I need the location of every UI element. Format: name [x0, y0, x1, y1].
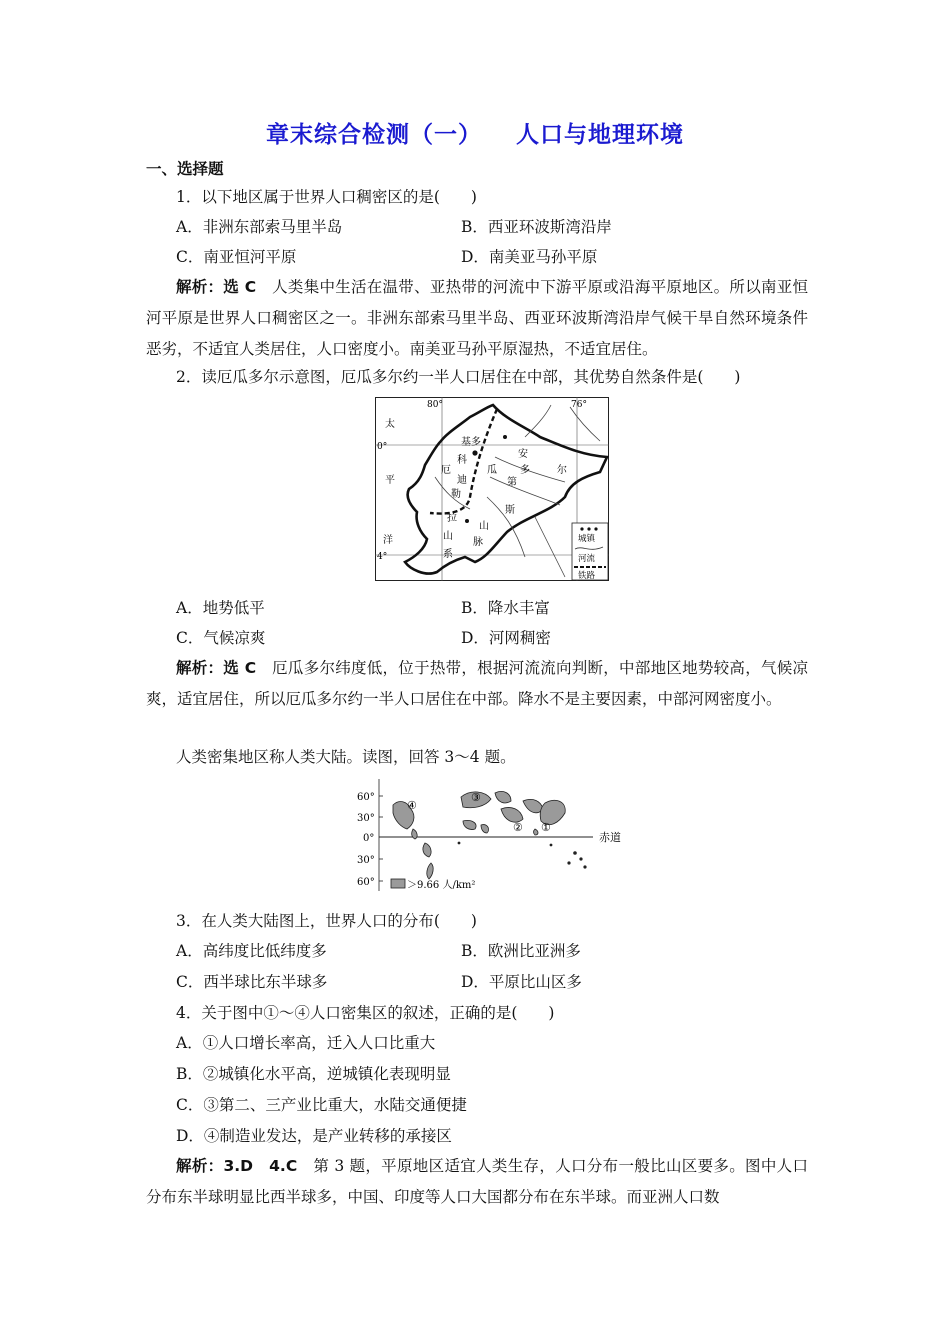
- lat4-label: 4°: [377, 552, 388, 562]
- region-label-4: ④: [407, 799, 417, 812]
- country-char: 厄: [441, 465, 451, 476]
- q4-option-a: A．①人口增长率高，迁入人口比重大: [176, 1034, 436, 1052]
- lon76-label: 76°: [571, 400, 587, 410]
- legend-town: 城镇: [578, 534, 596, 544]
- region-label-3: ③: [471, 791, 481, 804]
- region-label-1: ①: [541, 821, 551, 834]
- country-char: 瓜: [487, 465, 497, 476]
- q1-option-a: A．非洲东部索马里半岛: [176, 218, 343, 236]
- mountain-char: 山: [443, 531, 453, 542]
- q2-option-b: B．降水丰富: [461, 599, 550, 617]
- intro-3-4: 人类密集地区称人类大陆。读图，回答 3～4 题。: [176, 748, 516, 766]
- lat-label: 30°: [357, 855, 375, 866]
- q3-option-b: B．欧洲比亚洲多: [461, 942, 581, 960]
- lat-label: 60°: [357, 877, 375, 888]
- q1-answer: [146, 272, 808, 365]
- q1-answer-label: 解析：选 C: [176, 278, 257, 296]
- q34-answer-text: 第 3 题，平原地区适宜人类生存，人口分布一般比山区要多。图中人口分布东半球明显比西半球多，中国、印度等人口大国都分布在东半球。而亚洲人口数: [146, 1157, 809, 1206]
- lat-label: 0°: [363, 833, 375, 844]
- population-map: [355, 779, 635, 897]
- legend-railway: 铁路: [578, 571, 596, 581]
- lat0-label: 0°: [377, 442, 388, 452]
- mountain-char: 系: [443, 549, 453, 560]
- page-title: [0, 116, 950, 149]
- range-char: 山: [479, 521, 489, 532]
- country-char: 尔: [557, 465, 567, 476]
- density-legend: ＞9.66 人/km²: [407, 880, 476, 891]
- ocean-char: 平: [385, 475, 395, 486]
- q2-stem: 2．读厄瓜多尔示意图，厄瓜多尔约一半人口居住在中部，其优势自然条件是( ): [176, 368, 741, 386]
- q2-answer-text: 厄瓜多尔纬度低，位于热带，根据河流流向判断，中部地区地势较高，气候凉爽，适宜居住，所以厄瓜多尔约一半人口居住在中部。降水不是主要因素，中部河网密度小。: [146, 659, 808, 708]
- q2-option-a: A．地势低平: [176, 599, 265, 617]
- lat-label: 30°: [357, 813, 375, 824]
- title-part2: 人口与地理环境: [516, 122, 684, 148]
- equator-label: 赤道: [599, 831, 621, 844]
- q4-option-c: C．③第二、三产业比重大，水陆交通便捷: [176, 1096, 467, 1114]
- mountain-char: 科: [457, 455, 467, 466]
- country-char: 多: [520, 465, 530, 476]
- q3-stem: 3．在人类大陆图上，世界人口的分布( ): [176, 912, 477, 930]
- q4-stem: 4．关于图中①～④人口密集区的叙述，正确的是( ): [176, 1004, 555, 1022]
- mountain-char: 勒: [451, 489, 461, 500]
- mountain-char: 拉: [447, 513, 457, 524]
- q4-option-b: B．②城镇化水平高，逆城镇化表现明显: [176, 1065, 451, 1083]
- q2-answer-label: 解析：选 C: [176, 659, 257, 677]
- ecuador-map: [375, 397, 609, 581]
- title-part1: 章末综合检测（一）: [266, 122, 482, 148]
- q4-option-d: D．④制造业发达，是产业转移的承接区: [176, 1127, 452, 1145]
- q34-answer: [146, 1151, 808, 1213]
- range-char: 安: [518, 449, 528, 460]
- q2-option-d: D．河网稠密: [461, 629, 551, 647]
- q1-option-b: B．西亚环波斯湾沿岸: [461, 218, 612, 236]
- q1-answer-text: 人类集中生活在温带、亚热带的河流中下游平原或沿海平原地区。所以南亚恒河平原是世界人口稠密区之一。非洲东部索马里半岛、西亚环波斯湾沿岸气候干旱自然环境条件恶劣，不适宜人类居住，人口密度小。南美亚马孙平原湿热，不适宜居住。: [146, 278, 808, 358]
- region-label-2: ②: [513, 821, 523, 834]
- q34-answer-label: 解析：3.D 4.C: [176, 1157, 298, 1175]
- range-char: 脉: [473, 537, 483, 548]
- mountain-char: 迪: [457, 475, 467, 486]
- q3-option-d: D．平原比山区多: [461, 973, 582, 991]
- range-char: 第: [507, 477, 517, 488]
- q2-option-c: C．气候凉爽: [176, 629, 266, 647]
- q1-option-c: C．南亚恒河平原: [176, 248, 297, 266]
- city-label: 基多: [461, 437, 481, 448]
- ocean-char: 太: [385, 419, 395, 430]
- q3-option-a: A．高纬度比低纬度多: [176, 942, 327, 960]
- lat-label: 60°: [357, 792, 375, 803]
- ocean-char: 洋: [383, 535, 393, 546]
- q1-option-d: D．南美亚马孙平原: [461, 248, 598, 266]
- legend-river: 河流: [578, 554, 596, 564]
- section-heading: 一、选择题: [146, 160, 224, 178]
- lon80-label: 80°: [427, 400, 443, 410]
- range-char: 斯: [505, 505, 515, 516]
- q2-answer: [146, 653, 808, 715]
- q3-option-c: C．西半球比东半球多: [176, 973, 328, 991]
- q1-stem: 1．以下地区属于世界人口稠密区的是( ): [176, 188, 477, 206]
